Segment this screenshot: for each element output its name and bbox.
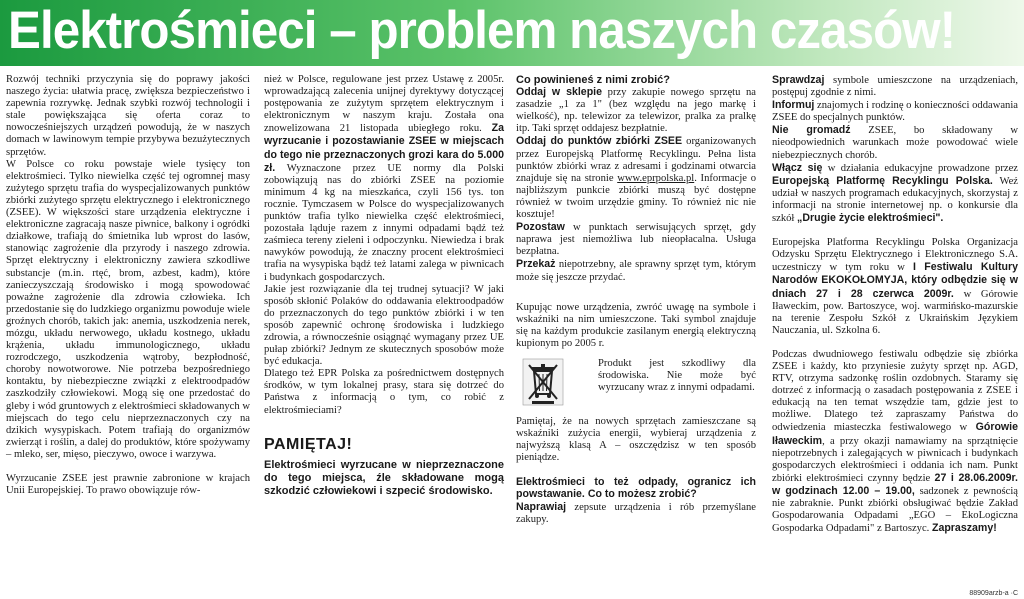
paragraph: Sprawdzaj symbole umieszczone na urządzeniach, postępuj zgodnie z nimi. bbox=[772, 74, 1018, 99]
article-title: Elektrośmieci – problem naszych czasów! bbox=[8, 1, 956, 60]
column-3 bbox=[516, 74, 756, 526]
reduce-waste-heading: Elektrośmieci to też odpady, ogranicz ich powstawanie. Co to możesz zrobić? bbox=[516, 476, 756, 501]
column-1 bbox=[6, 74, 250, 497]
paragraph: Rozwój techniki przyczynia się do poprawy jakości naszego życia: ułatwia pracę, zwiększa bezpieczeństwo i zapewnia rozrywkę. Jednak szybki rozwój technologii i stale powiększająca się oferta coraz to nowocześniejszych urządzeń powodują, że w naszych domach w lawinowym tempie przybywa bezużytecznych sprzętów. bbox=[6, 74, 250, 158]
paragraph: Wyrzucanie ZSEE jest prawnie zabronione w krajach Unii Europejskiej. To prawo obowiązuje rów- bbox=[6, 473, 250, 497]
paragraph: Naprawiaj zepsute urządzenia i rób przemyślane zakupy. bbox=[516, 500, 756, 525]
paragraph: Oddaj w sklepie przy zakupie nowego sprzętu na zasadzie „1 za 1" (bez względu na jego markę i wielkość), np. telewizor za telewizor, pralka za pralkę itp. Taki sprzęt oddajesz bezpłatnie. bbox=[516, 86, 756, 135]
paragraph: nież w Polsce, regulowane jest przez Ustawę z 2005r. wprowadzającą zalecenia unijnej dyrektywy dotyczącej postępowania ze zużytym sprzętem elektrycznym i elektronicznym w naszym kraju. Została ona znowelizowana 21 listopada ubiegłego roku. Za wyrzucanie i pozostawianie ZSEE w miejscach do tego nie przeznaczonych grozi kara do 5.000 zł. Wyznaczone przez UE normy dla Polski zobowiązują nas do zbiórki ZSEE na poziomie minimum 4 kg na mieszkańca, czyli 156 tys. ton rocznie. Tymczasem w Polsce do wyspecjalizowanych punktów trafia tylko niewielka część elektrośmieci, pozostała ląduje razem z innymi odpadami bądź też zaśmieca tereny zieleni i odpoczynku. Niewiedza i brak nawyków powodują, że znaczny procent elektrośmieci trafia na wysypiska bądź też latami zalega w piwnicach i budynkach gospodarczych. bbox=[264, 74, 504, 283]
crossed-out-wheelie-bin-icon bbox=[522, 358, 564, 406]
paragraph: Nie gromadź ZSEE, bo składowany w nieodpowiednich warunkach może powodować wiele niebezpiecznych chorób. bbox=[772, 124, 1018, 161]
weee-symbol-caption: Produkt jest szkodliwy dla środowiska. Nie może być wyrzucany wraz z innymi odpadami. bbox=[598, 357, 756, 394]
column-2 bbox=[264, 74, 504, 498]
paragraph: Podczas dwudniowego festiwalu odbędzie się zbiórka ZSEE i każdy, kto przyniesie zużyty sprzęt np. AGD, RTV, otrzyma sadzonkę roślin ozdobnych. Staramy się dotrzeć z informacją o zasadach postępowania z ZSEE i edukacją na ten temat wszędzie tam, gdzie jest to możliwe. Dlatego też zapraszamy Państwa do odwiedzenia miasteczka festiwalowego w Górowie Iławeckim, a przy okazji namawiamy na sprzątnięcie niepotrzebnych i zalegających w piwnicach i budynkach gospodarczych elektrośmieci i oddania ich nam. Punkt zbiórki elektrośmieci czynny będzie 27 i 28.06.2009r. w godzinach 12.00 – 19.00, sadzonek z pewnością nie zabraknie. Punkt zbiórki obsługiwać będzie Zakład Gospodarowania Odpadami „EGO – EkoLogiczna Gospodarka Odpadami" z Bartoszyc. Zapraszamy! bbox=[772, 348, 1018, 535]
remember-text: Elektrośmieci wyrzucane w nieprzeznaczone do tego miejsca, źle składowane mogą szkodzić człowiekowi i szpecić środowisko. bbox=[264, 458, 504, 497]
website-link[interactable]: www.eprpolska.pl bbox=[617, 172, 695, 184]
paragraph: Jakie jest rozwiązanie dla tej trudnej sytuacji? W jaki sposób skłonić Polaków do oddawania elektroodpadów do przeznaczonych do tego punktów zbiórki i w ten sposób zapewnić ochronę środowiska i ludzkiego zdrowia, a równocześnie osiągnąć wymagany przez UE pułap zbiórki? Jednym ze skutecznych sposobów może być edukacja. bbox=[264, 283, 504, 368]
paragraph: Informuj znajomych i rodzinę o konieczności oddawania ZSEE do specjalnych punktów. bbox=[772, 99, 1018, 124]
weee-symbol-block bbox=[516, 358, 756, 406]
paragraph: Kupując nowe urządzenia, zwróć uwagę na symbole i wskaźniki na nim umieszczone. Taki symbol znajduje się na każdym produkcie zasilanym energią elektryczną kupionym po 2005 r. bbox=[516, 301, 756, 349]
paragraph: Przekaż niepotrzebny, ale sprawny sprzęt tym, którym może się jeszcze przydać. bbox=[516, 258, 756, 283]
paragraph: Oddaj do punktów zbiórki ZSEE organizowanych przez Europejską Platformę Recyklingu. Pełna lista punktów zbiórki wraz z adresami i godzinami otwarcia znajduje się na stronie www.eprpolska.pl. Informacje o najbliższym punkcie zbiórki muszą być dostępne również w twoim urzędzie gminy. To również nic nie kosztuje! bbox=[516, 135, 756, 221]
penalty-text: Za wyrzucanie i pozostawianie ZSEE w miejscach do tego nie przeznaczonych grozi kara do 5.000 zł. bbox=[264, 122, 504, 174]
reference-code: 88909arzb-a ·C bbox=[969, 590, 1018, 597]
section-heading: Co powinieneś z nimi zrobić? bbox=[516, 74, 671, 86]
remember-heading: PAMIĘTAJ! bbox=[264, 435, 353, 453]
paragraph: Pozostaw w punktach serwisujących sprzęt, gdy naprawa jest niemożliwa lub nieopłacalna. Usługa bezpłatna. bbox=[516, 221, 756, 258]
column-4 bbox=[772, 74, 1018, 535]
paragraph: Europejska Platforma Recyklingu Polska Organizacja Odzysku Sprzętu Elektrycznego i Elektronicznego S.A. uczestniczy w tym roku w I Festiwalu Kultury Narodów EKOKOŁOMYJA, który odbędzie się w dniach 27 i 28 czerwca 2009r. w Górowie Iławeckim, pow. Bartoszyce, woj. warmińsko-mazurskie na terenie Zespołu Szkół z Ukraińskim Językiem Nauczania, ul. Szkolna 6. bbox=[772, 237, 1018, 336]
paragraph: Dlatego też EPR Polska za pośrednictwem dostępnych środków, w tym lokalnej prasy, stara się dotrzeć do Państwa z informacją o tym, co robić z elektrośmieciami? bbox=[264, 368, 504, 416]
paragraph: Włącz się w działania edukacyjne prowadzone przez Europejską Platformę Recyklingu Polska. Weź udział w naszych programach edukacyjnych, skorzystaj z informacji na stronie internetowej np. o konkursie dla szkół „Drugie życie elektrośmieci". bbox=[772, 161, 1018, 225]
paragraph: W Polsce co roku powstaje wiele tysięcy ton elektrośmieci. Tylko niewielka część tej ogromnej masy zużytego sprzętu trafia do wyspecjalizowanych punktów zbiórki zużytego sprzętu elektrycznego i elektronicznego (ZSEE). W większości stare urządzenia elektryczne i elektroniczne zagracają nasze piwnice, balkony i ogródki działkowe, trafiają do śmietnika lub wprost do lasów, stanowiąc zagrożenie dla przyrody i naszego zdrowia. Sprzęt elektryczny i elektroniczny zawiera szkodliwe substancje (m.in. rtęć, brom, azbest, kadm), które zanieczyszczają środowisko i mogą spowodować poważne zagrożenie dla zdrowia człowieka. Ich przedostanie się do ludzkiego organizmu powoduje wiele groźnych chorób, takich jak: anemia, uszkodzenia nerek, mózgu, układu nerwowego, układu kostnego, układu krążenia, układu immunologicznego, układu rozrodczego, uszkodzenia wątroby, bezpłodność, choroby nowotworowe. Nie potrzeba bezpośredniego kontaktu, by niebezpieczne związki z elektroodpadów zaszkodziły człowiekowi. Mogą się one przedostać do gleby i wód gruntowych z elektrośmieci składowanych w miejscach do tego celu nieprzeznaczonych czy na dzikich wysypiskach. Potem trafiają do organizmów zwierząt i roślin, a dalej do produktów, które spożywamy – mleko, ser, mięso, pieczywo, owoce i warzywa. bbox=[6, 158, 250, 460]
paragraph: Pamiętaj, że na nowych sprzętach zamieszczane są wskaźniki zużycia energii, wybieraj urządzenia z najwyższą klasą A – oszczędzisz w ten sposób pieniądze. bbox=[516, 415, 756, 464]
